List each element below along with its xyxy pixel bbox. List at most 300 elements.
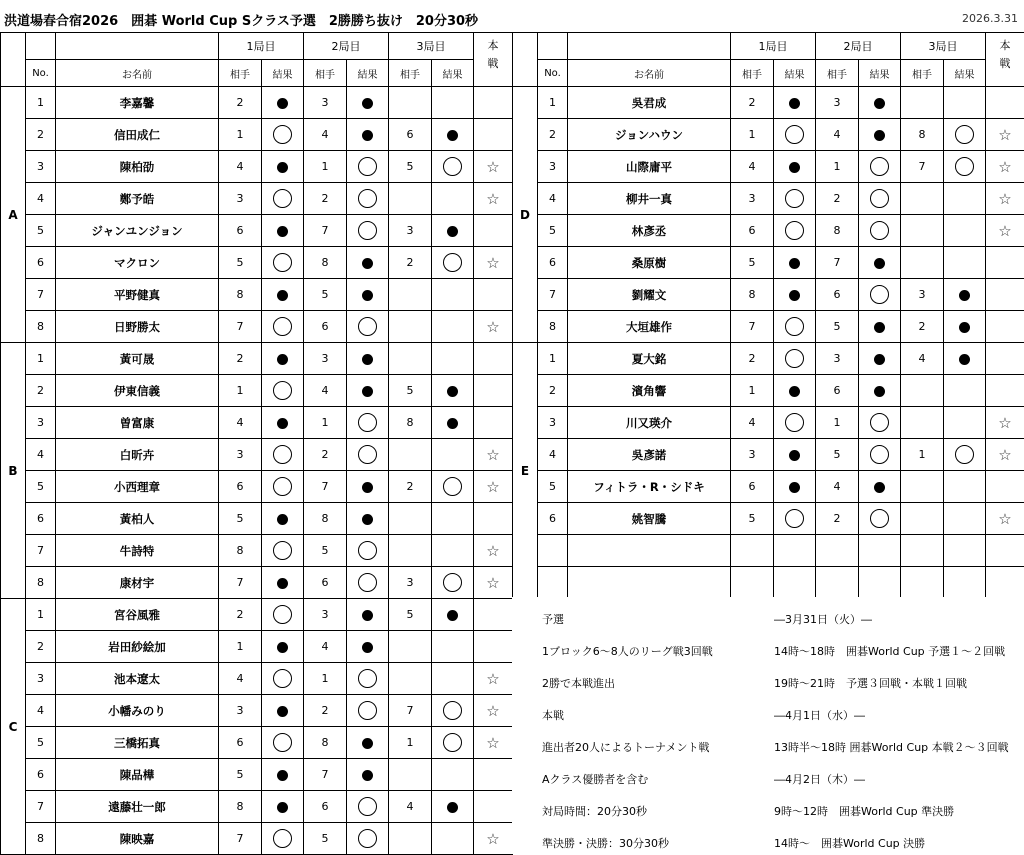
honsen-star: ☆ — [474, 439, 513, 471]
opponent-no: 7 — [304, 215, 347, 247]
result-cell — [432, 791, 474, 823]
result-cell — [347, 823, 389, 855]
white-stone-icon — [443, 701, 462, 720]
result-cell — [432, 631, 474, 663]
black-stone-icon — [789, 482, 800, 493]
opponent-no: 8 — [304, 247, 347, 279]
header-no: No. — [538, 60, 568, 87]
player-name: 大垣雄作 — [568, 311, 731, 343]
player-name: 伊東信義 — [56, 375, 219, 407]
opponent-no — [901, 503, 944, 535]
result-cell — [347, 471, 389, 503]
opponent-no: 5 — [389, 151, 432, 183]
white-stone-icon — [785, 317, 804, 336]
player-no: 6 — [538, 247, 568, 279]
black-stone-icon — [277, 354, 288, 365]
player-name: 黃可晟 — [56, 343, 219, 375]
player-name: ジョンハウン — [568, 119, 731, 151]
opponent-no — [731, 567, 774, 599]
header-blank — [538, 33, 568, 60]
info-right: ―4月2日（木）― — [774, 771, 865, 787]
result-cell — [944, 375, 986, 407]
black-stone-icon — [362, 610, 373, 621]
opponent-no: 2 — [219, 599, 262, 631]
player-row — [1, 759, 513, 791]
white-stone-icon — [870, 189, 889, 208]
white-stone-icon — [273, 253, 292, 272]
player-name: フィトラ・R・シドキ — [568, 471, 731, 503]
honsen-star: ☆ — [474, 471, 513, 503]
header-honsen-a: 本 戦 — [488, 39, 499, 70]
opponent-no: 2 — [304, 439, 347, 471]
player-no: 2 — [26, 119, 56, 151]
header-honsen — [474, 33, 513, 87]
opponent-no — [901, 535, 944, 567]
result-cell — [859, 567, 901, 599]
opponent-no: 4 — [304, 631, 347, 663]
player-name: 黃柏人 — [56, 503, 219, 535]
result-cell — [262, 439, 304, 471]
player-name: 遠藤壮一郎 — [56, 791, 219, 823]
header-no: No. — [26, 60, 56, 87]
opponent-no: 4 — [389, 791, 432, 823]
black-stone-icon — [362, 642, 373, 653]
result-cell — [347, 183, 389, 215]
opponent-no: 4 — [816, 471, 859, 503]
opponent-no — [901, 247, 944, 279]
black-stone-icon — [362, 514, 373, 525]
white-stone-icon — [273, 829, 292, 848]
result-cell — [262, 535, 304, 567]
white-stone-icon — [870, 509, 889, 528]
player-row — [513, 215, 1024, 247]
opponent-no: 5 — [219, 503, 262, 535]
opponent-no: 1 — [219, 375, 262, 407]
player-row — [1, 183, 513, 215]
player-no: 8 — [26, 823, 56, 855]
result-cell — [432, 535, 474, 567]
header-result: 結果 — [347, 60, 389, 87]
player-row — [1, 279, 513, 311]
opponent-no: 7 — [901, 151, 944, 183]
black-stone-icon — [277, 418, 288, 429]
info-left: 準決勝・決勝：30分30秒 — [542, 835, 669, 851]
header-opponent: 相手 — [219, 60, 262, 87]
opponent-no: 5 — [389, 599, 432, 631]
result-cell — [774, 407, 816, 439]
honsen-star: ☆ — [474, 311, 513, 343]
info-left: 予選 — [542, 611, 564, 627]
result-cell — [432, 247, 474, 279]
result-cell — [774, 343, 816, 375]
black-stone-icon — [789, 450, 800, 461]
player-name: 李嘉馨 — [56, 87, 219, 119]
result-cell — [347, 727, 389, 759]
result-cell — [774, 567, 816, 599]
opponent-no: 6 — [219, 215, 262, 247]
white-stone-icon — [785, 189, 804, 208]
result-cell — [432, 151, 474, 183]
header-result: 結果 — [774, 60, 816, 87]
result-cell — [774, 247, 816, 279]
player-row — [1, 663, 513, 695]
player-no: 1 — [538, 343, 568, 375]
result-cell — [262, 279, 304, 311]
result-cell — [944, 343, 986, 375]
result-cell — [859, 215, 901, 247]
result-cell — [859, 279, 901, 311]
honsen-star: ☆ — [986, 119, 1024, 151]
player-row — [513, 247, 1024, 279]
black-stone-icon — [277, 578, 288, 589]
result-cell — [774, 215, 816, 247]
opponent-no — [389, 823, 432, 855]
header-opponent: 相手 — [816, 60, 859, 87]
result-cell — [262, 567, 304, 599]
player-row — [513, 535, 1024, 567]
black-stone-icon — [362, 386, 373, 397]
honsen-star — [474, 119, 513, 151]
opponent-no: 3 — [219, 439, 262, 471]
white-stone-icon — [443, 733, 462, 752]
white-stone-icon — [443, 477, 462, 496]
player-name: マクロン — [56, 247, 219, 279]
honsen-star: ☆ — [986, 151, 1024, 183]
player-name: 池本遼太 — [56, 663, 219, 695]
result-cell — [262, 183, 304, 215]
opponent-no: 5 — [304, 535, 347, 567]
player-name — [568, 567, 731, 599]
player-row — [513, 151, 1024, 183]
opponent-no — [389, 279, 432, 311]
result-cell — [432, 695, 474, 727]
result-cell — [944, 215, 986, 247]
opponent-no: 1 — [389, 727, 432, 759]
player-no: 5 — [26, 727, 56, 759]
player-name: 信田成仁 — [56, 119, 219, 151]
info-right: 14時～18時 囲碁World Cup 予選１～２回戦 — [774, 643, 1005, 659]
opponent-no: 3 — [304, 599, 347, 631]
result-cell — [262, 119, 304, 151]
player-row — [1, 471, 513, 503]
opponent-no: 6 — [304, 311, 347, 343]
opponent-no — [389, 183, 432, 215]
opponent-no: 3 — [816, 87, 859, 119]
black-stone-icon — [362, 290, 373, 301]
honsen-star: ☆ — [474, 823, 513, 855]
opponent-no: 7 — [304, 471, 347, 503]
player-name: 柳井一真 — [568, 183, 731, 215]
opponent-no: 3 — [304, 343, 347, 375]
opponent-no — [901, 375, 944, 407]
black-stone-icon — [874, 98, 885, 109]
opponent-no: 8 — [731, 279, 774, 311]
opponent-no: 5 — [304, 823, 347, 855]
result-cell — [774, 183, 816, 215]
opponent-no: 7 — [731, 311, 774, 343]
group-label: B — [1, 343, 26, 599]
opponent-no — [901, 407, 944, 439]
result-cell — [347, 375, 389, 407]
header-opponent: 相手 — [901, 60, 944, 87]
result-cell — [859, 535, 901, 567]
black-stone-icon — [362, 482, 373, 493]
opponent-no: 4 — [731, 407, 774, 439]
info-left: 対局時間：20分30秒 — [542, 803, 647, 819]
player-no: 3 — [538, 407, 568, 439]
player-row — [513, 343, 1024, 375]
opponent-no — [389, 343, 432, 375]
header-round-2: 2局目 — [816, 33, 901, 60]
header-blank — [26, 33, 56, 60]
opponent-no: 1 — [219, 119, 262, 151]
result-cell — [347, 631, 389, 663]
opponent-no: 4 — [304, 375, 347, 407]
result-cell — [859, 503, 901, 535]
black-stone-icon — [447, 130, 458, 141]
result-cell — [347, 759, 389, 791]
black-stone-icon — [277, 162, 288, 173]
opponent-no: 1 — [816, 151, 859, 183]
player-no — [538, 535, 568, 567]
opponent-no: 4 — [901, 343, 944, 375]
white-stone-icon — [273, 189, 292, 208]
opponent-no — [816, 567, 859, 599]
opponent-no: 8 — [219, 279, 262, 311]
result-cell — [774, 471, 816, 503]
opponent-no — [389, 759, 432, 791]
opponent-no: 2 — [219, 87, 262, 119]
result-cell — [262, 599, 304, 631]
opponent-no: 3 — [901, 279, 944, 311]
player-name: 康材宇 — [56, 567, 219, 599]
header-round-2: 2局目 — [304, 33, 389, 60]
result-cell — [432, 407, 474, 439]
opponent-no: 3 — [304, 87, 347, 119]
opponent-no: 1 — [731, 119, 774, 151]
black-stone-icon — [874, 386, 885, 397]
player-row — [513, 375, 1024, 407]
info-left: 本戦 — [542, 707, 564, 723]
opponent-no: 2 — [731, 343, 774, 375]
opponent-no: 2 — [389, 247, 432, 279]
result-cell — [347, 343, 389, 375]
black-stone-icon — [789, 290, 800, 301]
opponent-no: 6 — [731, 215, 774, 247]
honsen-star: ☆ — [474, 567, 513, 599]
player-name: 宮谷風雅 — [56, 599, 219, 631]
black-stone-icon — [874, 130, 885, 141]
result-cell — [262, 343, 304, 375]
player-name: 岩田紗絵加 — [56, 631, 219, 663]
opponent-no — [389, 87, 432, 119]
result-cell — [432, 567, 474, 599]
player-no: 2 — [26, 631, 56, 663]
honsen-star — [474, 503, 513, 535]
white-stone-icon — [358, 157, 377, 176]
header-blank — [56, 33, 219, 60]
honsen-star — [474, 759, 513, 791]
player-no: 4 — [538, 183, 568, 215]
result-cell — [262, 503, 304, 535]
player-name: 姚智騰 — [568, 503, 731, 535]
white-stone-icon — [785, 349, 804, 368]
black-stone-icon — [277, 770, 288, 781]
result-cell — [262, 311, 304, 343]
black-stone-icon — [874, 354, 885, 365]
result-cell — [859, 343, 901, 375]
black-stone-icon — [447, 418, 458, 429]
opponent-no: 8 — [304, 727, 347, 759]
player-no: 7 — [538, 279, 568, 311]
result-cell — [347, 791, 389, 823]
honsen-star — [474, 407, 513, 439]
honsen-star — [474, 215, 513, 247]
opponent-no: 2 — [816, 183, 859, 215]
white-stone-icon — [358, 221, 377, 240]
white-stone-icon — [785, 221, 804, 240]
result-cell — [432, 119, 474, 151]
result-cell — [347, 663, 389, 695]
player-row — [513, 471, 1024, 503]
player-no: 3 — [26, 663, 56, 695]
white-stone-icon — [870, 285, 889, 304]
white-stone-icon — [273, 381, 292, 400]
black-stone-icon — [277, 642, 288, 653]
player-row — [1, 311, 513, 343]
player-no: 7 — [26, 279, 56, 311]
result-cell — [859, 247, 901, 279]
white-stone-icon — [358, 413, 377, 432]
player-no: 3 — [538, 151, 568, 183]
player-no: 5 — [26, 471, 56, 503]
white-stone-icon — [358, 445, 377, 464]
opponent-no: 4 — [731, 151, 774, 183]
result-cell — [262, 407, 304, 439]
opponent-no — [901, 567, 944, 599]
honsen-star — [474, 375, 513, 407]
result-cell — [432, 823, 474, 855]
result-cell — [432, 343, 474, 375]
result-cell — [347, 279, 389, 311]
result-cell — [432, 215, 474, 247]
honsen-star: ☆ — [474, 247, 513, 279]
corner-cell — [513, 33, 538, 87]
result-cell — [774, 375, 816, 407]
header-name: お名前 — [568, 60, 731, 87]
opponent-no: 4 — [219, 663, 262, 695]
result-cell — [859, 119, 901, 151]
player-name: 白昕卉 — [56, 439, 219, 471]
result-cell — [944, 407, 986, 439]
opponent-no — [901, 471, 944, 503]
result-cell — [774, 119, 816, 151]
honsen-star: ☆ — [986, 407, 1024, 439]
player-no: 2 — [26, 375, 56, 407]
opponent-no: 8 — [219, 791, 262, 823]
opponent-no — [901, 87, 944, 119]
opponent-no: 1 — [731, 375, 774, 407]
black-stone-icon — [362, 354, 373, 365]
black-stone-icon — [789, 386, 800, 397]
opponent-no: 1 — [219, 631, 262, 663]
player-name: 牛詩特 — [56, 535, 219, 567]
player-row — [513, 407, 1024, 439]
white-stone-icon — [785, 413, 804, 432]
honsen-star: ☆ — [474, 663, 513, 695]
result-cell — [859, 311, 901, 343]
player-name: 劉耀文 — [568, 279, 731, 311]
result-cell — [347, 599, 389, 631]
opponent-no: 2 — [304, 695, 347, 727]
player-no: 5 — [26, 215, 56, 247]
header-round-1: 1局目 — [219, 33, 304, 60]
player-row — [513, 119, 1024, 151]
opponent-no: 6 — [304, 791, 347, 823]
player-name: 日野勝太 — [56, 311, 219, 343]
player-name: 夏大銘 — [568, 343, 731, 375]
white-stone-icon — [955, 125, 974, 144]
player-name — [568, 535, 731, 567]
opponent-no: 4 — [219, 407, 262, 439]
player-no: 4 — [538, 439, 568, 471]
header-honsen-a: 本 戦 — [1000, 39, 1011, 70]
result-cell — [347, 247, 389, 279]
honsen-star: ☆ — [986, 503, 1024, 535]
result-cell — [859, 407, 901, 439]
white-stone-icon — [273, 669, 292, 688]
black-stone-icon — [789, 258, 800, 269]
opponent-no: 2 — [389, 471, 432, 503]
result-cell — [262, 759, 304, 791]
opponent-no — [389, 535, 432, 567]
white-stone-icon — [358, 797, 377, 816]
white-stone-icon — [870, 413, 889, 432]
honsen-star — [986, 567, 1024, 599]
result-cell — [262, 247, 304, 279]
opponent-no: 7 — [219, 567, 262, 599]
player-row — [1, 87, 513, 119]
info-left: 進出者20人によるトーナメント戦 — [542, 739, 710, 755]
honsen-star — [474, 343, 513, 375]
info-right: 19時～21時 予選３回戦・本戦１回戦 — [774, 675, 967, 691]
player-row — [1, 631, 513, 663]
player-row — [1, 439, 513, 471]
black-stone-icon — [277, 98, 288, 109]
result-cell — [432, 87, 474, 119]
opponent-no — [389, 439, 432, 471]
white-stone-icon — [273, 477, 292, 496]
header-round-3: 3局目 — [901, 33, 986, 60]
result-cell — [347, 439, 389, 471]
player-name: 小西理章 — [56, 471, 219, 503]
result-cell — [432, 599, 474, 631]
opponent-no: 2 — [219, 343, 262, 375]
opponent-no: 3 — [219, 695, 262, 727]
honsen-star — [474, 599, 513, 631]
white-stone-icon — [443, 157, 462, 176]
opponent-no: 2 — [816, 503, 859, 535]
white-stone-icon — [273, 733, 292, 752]
player-row — [1, 599, 513, 631]
player-name: ジャンユンジョン — [56, 215, 219, 247]
opponent-no: 6 — [219, 471, 262, 503]
info-right: ―3月31日（火）― — [774, 611, 872, 627]
opponent-no: 3 — [731, 439, 774, 471]
honsen-star: ☆ — [986, 215, 1024, 247]
player-name: 林彥丞 — [568, 215, 731, 247]
honsen-star — [986, 87, 1024, 119]
